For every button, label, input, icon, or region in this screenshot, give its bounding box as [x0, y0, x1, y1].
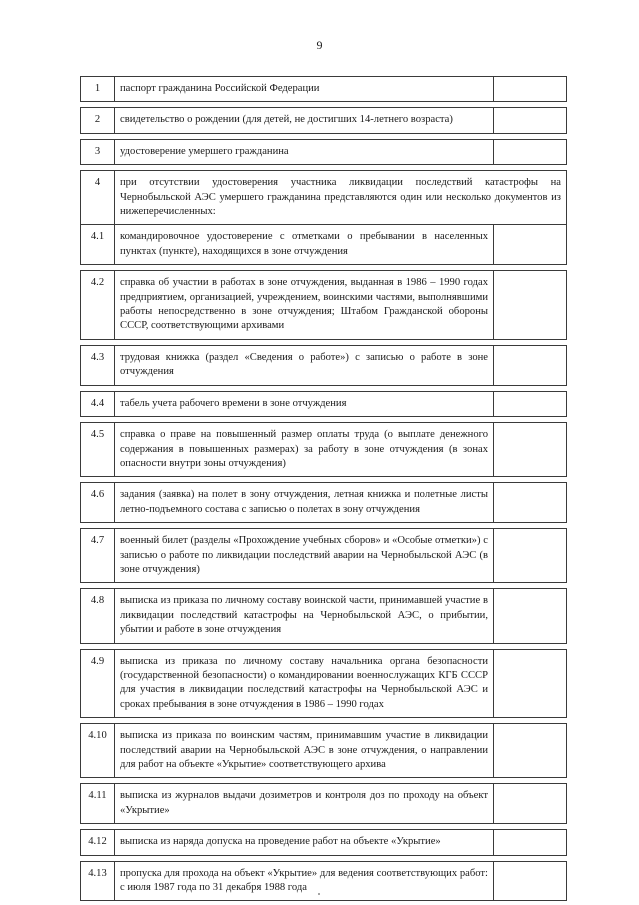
table-row — [81, 423, 567, 477]
table-row — [81, 108, 567, 133]
table-row — [81, 77, 567, 102]
row-number: 4.8 — [81, 589, 115, 643]
row-text: табель учета рабочего времени в зоне отчуждения — [115, 391, 494, 416]
row-empty-cell — [494, 589, 567, 643]
table-row — [81, 225, 567, 265]
row-text: выписка из журналов выдачи дозиметров и контроля доз по проходу на объект «Укрытие» — [115, 784, 494, 824]
row-empty-cell — [494, 423, 567, 477]
row-number: 3 — [81, 139, 115, 164]
table-row — [81, 529, 567, 583]
row-empty-cell — [494, 391, 567, 416]
row-empty-cell — [494, 649, 567, 718]
row-number: 4 — [81, 171, 115, 225]
table-row — [81, 649, 567, 718]
table-row — [81, 345, 567, 385]
row-empty-cell — [494, 271, 567, 340]
scan-dot — [318, 893, 320, 895]
row-number: 4.12 — [81, 830, 115, 855]
row-text: выписка из приказа по воинским частям, принимавшим участие в ликвидации последствий аварии на Чернобыльской АЭС в зоне отчуждения, о направлении для работ на объекте «Укрытие» соответствующего архива — [115, 724, 494, 778]
row-empty-cell — [494, 724, 567, 778]
table-row — [81, 391, 567, 416]
row-number: 2 — [81, 108, 115, 133]
row-empty-cell — [494, 529, 567, 583]
row-text: командировочное удостоверение с отметками о пребывании в населенных пунктах (пункте), находящихся в зоне отчуждения — [115, 225, 494, 265]
row-number: 4.6 — [81, 483, 115, 523]
row-number: 4.11 — [81, 784, 115, 824]
table-row — [81, 861, 567, 901]
row-empty-cell — [494, 77, 567, 102]
row-text: выписка из приказа по личному составу начальника органа безопасности (государственной безопасности) о командировании военнослужащих КГБ СССР для участия в ликвидации последствий катастрофы на Чернобыльской АЭС и сроках пребывания в зоне отчуждения в 1986 – 1990 годах — [115, 649, 494, 718]
row-number: 4.13 — [81, 861, 115, 901]
row-text: свидетельство о рождении (для детей, не достигших 14-летнего возраста) — [115, 108, 494, 133]
table-row — [81, 139, 567, 164]
row-number: 4.1 — [81, 225, 115, 265]
row-text: задания (заявка) на полет в зону отчуждения, летная книжка и полетные листы летно-подъемного состава с записью о полетах в зону отчуждения — [115, 483, 494, 523]
row-number: 4.10 — [81, 724, 115, 778]
row-empty-cell — [494, 784, 567, 824]
table-row — [81, 171, 567, 225]
row-empty-cell — [494, 225, 567, 265]
row-text: паспорт гражданина Российской Федерации — [115, 77, 494, 102]
row-text: выписка из наряда допуска на проведение работ на объекте «Укрытие» — [115, 830, 494, 855]
row-text: пропуска для прохода на объект «Укрытие» для ведения соответствующих работ: с июля 1987 года по 31 декабря 1988 года — [115, 861, 494, 901]
row-empty-cell — [494, 108, 567, 133]
page-number: 9 — [316, 38, 323, 52]
table-row — [81, 271, 567, 340]
table-row — [81, 784, 567, 824]
row-text: выписка из приказа по личному составу воинской части, принимавшей участие в ликвидации последствий катастрофы на Чернобыльской АЭС, о прибытии, убытии и работе в зоне отчуждения — [115, 589, 494, 643]
row-number: 4.5 — [81, 423, 115, 477]
row-empty-cell — [494, 139, 567, 164]
row-number: 4.9 — [81, 649, 115, 718]
table-row — [81, 830, 567, 855]
row-number: 4.3 — [81, 345, 115, 385]
row-number: 4.2 — [81, 271, 115, 340]
documents-table — [80, 76, 567, 901]
row-text: удостоверение умершего гражданина — [115, 139, 494, 164]
row-text: справка о праве на повышенный размер оплаты труда (о выплате денежного содержания в повышенных размерах) за работу в зоне отчуждения (в зонах опасности внутри зоны отчуждения) — [115, 423, 494, 477]
row-number: 4.4 — [81, 391, 115, 416]
row-empty-cell — [494, 861, 567, 901]
row-number: 4.7 — [81, 529, 115, 583]
table-row — [81, 589, 567, 643]
row-text: при отсутствии удостоверения участника ликвидации последствий катастрофы на Чернобыльской АЭС умершего гражданина представляются один или несколько документов из нижеперечисленных: — [115, 171, 567, 225]
row-text: военный билет (разделы «Прохождение учебных сборов» и «Особые отметки») с записью о работе по ликвидации последствий аварии на Чернобыльской АЭС (в зоне отчуждения) — [115, 529, 494, 583]
table-row — [81, 483, 567, 523]
row-empty-cell — [494, 830, 567, 855]
row-text: справка об участии в работах в зоне отчуждения, выданная в 1986 – 1990 годах предприятием, организацией, учреждением, воинскими частями, выполнявшими работы непосредственно в зоне отчуждения; Штабом Гражданской обороны СССР, соответствующими архивами — [115, 271, 494, 340]
row-text: трудовая книжка (раздел «Сведения о работе») с записью о работе в зоне отчуждения — [115, 345, 494, 385]
table-row — [81, 724, 567, 778]
row-empty-cell — [494, 483, 567, 523]
row-number: 1 — [81, 77, 115, 102]
row-empty-cell — [494, 345, 567, 385]
